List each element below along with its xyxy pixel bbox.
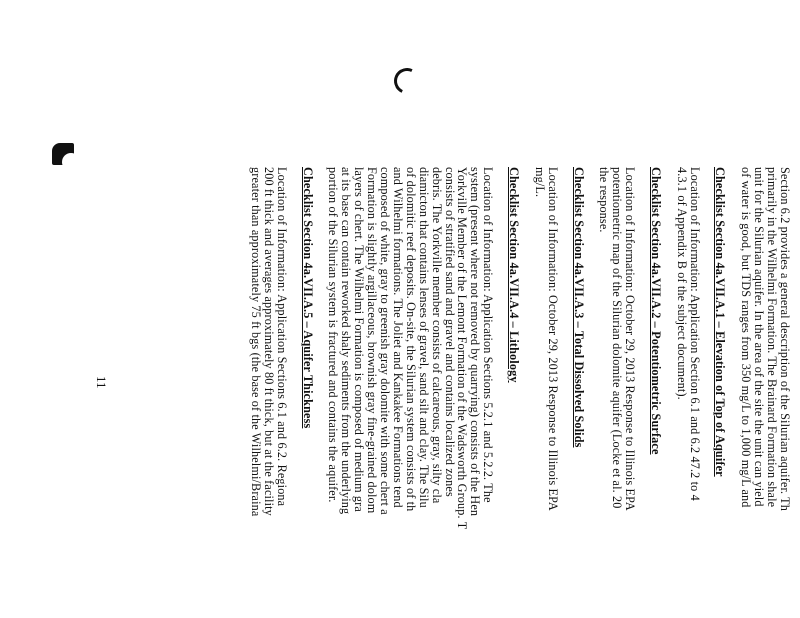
text-line: unit for the Silurian aquifer. In the area of the site the unit can yield — [752, 167, 767, 507]
text-line: Location of Information: Application Sections 6.1 and 6.2. Regiona — [274, 167, 289, 507]
text-line: mg/L. — [532, 167, 547, 198]
text-line: layers of chert. The Wilhelmi Formation is composed of medium gra — [352, 167, 367, 512]
section-heading: Checklist Section 4a.VII.A.2 – Potentiometric Surface — [649, 167, 663, 455]
text-line: Location of Information: October 29, 2013 Response to Illinois EPA — [545, 167, 560, 511]
text-line: greater than approximately 75 ft bgs (the base of the Wilhelmi/Braina — [249, 167, 264, 517]
text-line: diamicton that contains lenses of gravel, sand silt and clay. The Silu — [416, 167, 431, 508]
text-line: Location of Information: Application Sections 5.2.1 and 5.2.2. The — [481, 167, 496, 503]
text-line: consists of stratified sand and gravel and contains localized zones — [442, 167, 457, 497]
text-line: at its base can contain reworked shaly sediments from the underlying — [339, 167, 354, 515]
text-line: 200 ft thick and averages approximately 80 ft thick, but at the facility — [262, 167, 276, 516]
text-line: Section 6.2 provides a general description of the Silurian aquifer. Th — [778, 167, 792, 511]
text-line: primarily in the Wilhelmi Formation. The Brainard Formation shale — [765, 167, 780, 508]
text-line: potentiometric map of the Silurian dolomite aquifer (Locke et al. 20 — [610, 167, 625, 509]
text-line: the response. — [597, 167, 612, 233]
punch-hole-mark — [52, 143, 74, 165]
text-line: debris. The Yorkville member consists of calcareous, gray, silty cla — [429, 167, 444, 504]
section-heading: Checklist Section 4a.VII.A.4 – Lithology — [507, 167, 522, 383]
text-line: Formation is slightly argillaceous, brownish gray fine-grained dolom — [365, 167, 380, 514]
text-line: and Wilhelmi formations. The Joliet and Kankakee Formations tend — [391, 167, 405, 508]
section-heading: Checklist Section 4a.VII.A.1 – Elevation of Top of Aquifer — [713, 167, 728, 477]
section-heading: Checklist Section 4a.VII.A.3 – Total Dissolved Solids — [571, 167, 586, 448]
section-heading: Checklist Section 4a.VII.A.5 – Aquifer Thickness — [300, 167, 315, 429]
text-line: composed of white, gray to greenish gray dolomite with some chert a — [378, 167, 393, 515]
text-line: portion of the Silurian system is fractured and contains the aquifer. — [326, 167, 341, 503]
page-number: 11 — [94, 376, 109, 389]
text-line: of water is good, but TDS ranges from 350 mg/L to 1,000 mg/L and — [739, 167, 754, 508]
text-line: Location of Information: Application Section 6.1 and 6.2 47.2 to 4 — [687, 167, 702, 501]
text-line: Location of Information: October 29, 2013 Response to Illinois EPA — [623, 167, 638, 511]
text-line: system (present where not removed by quarrying) consists of the Hen — [468, 167, 483, 517]
text-line: 4.3.1 of Appendix B of the subject document). — [674, 167, 689, 400]
text-line: of dolomitic reef deposits. On-site, the Silurian system consists of th — [403, 167, 418, 512]
text-line: Yorkville Member of the Lemont Formation of the Wadsworth Group. T — [455, 167, 470, 530]
